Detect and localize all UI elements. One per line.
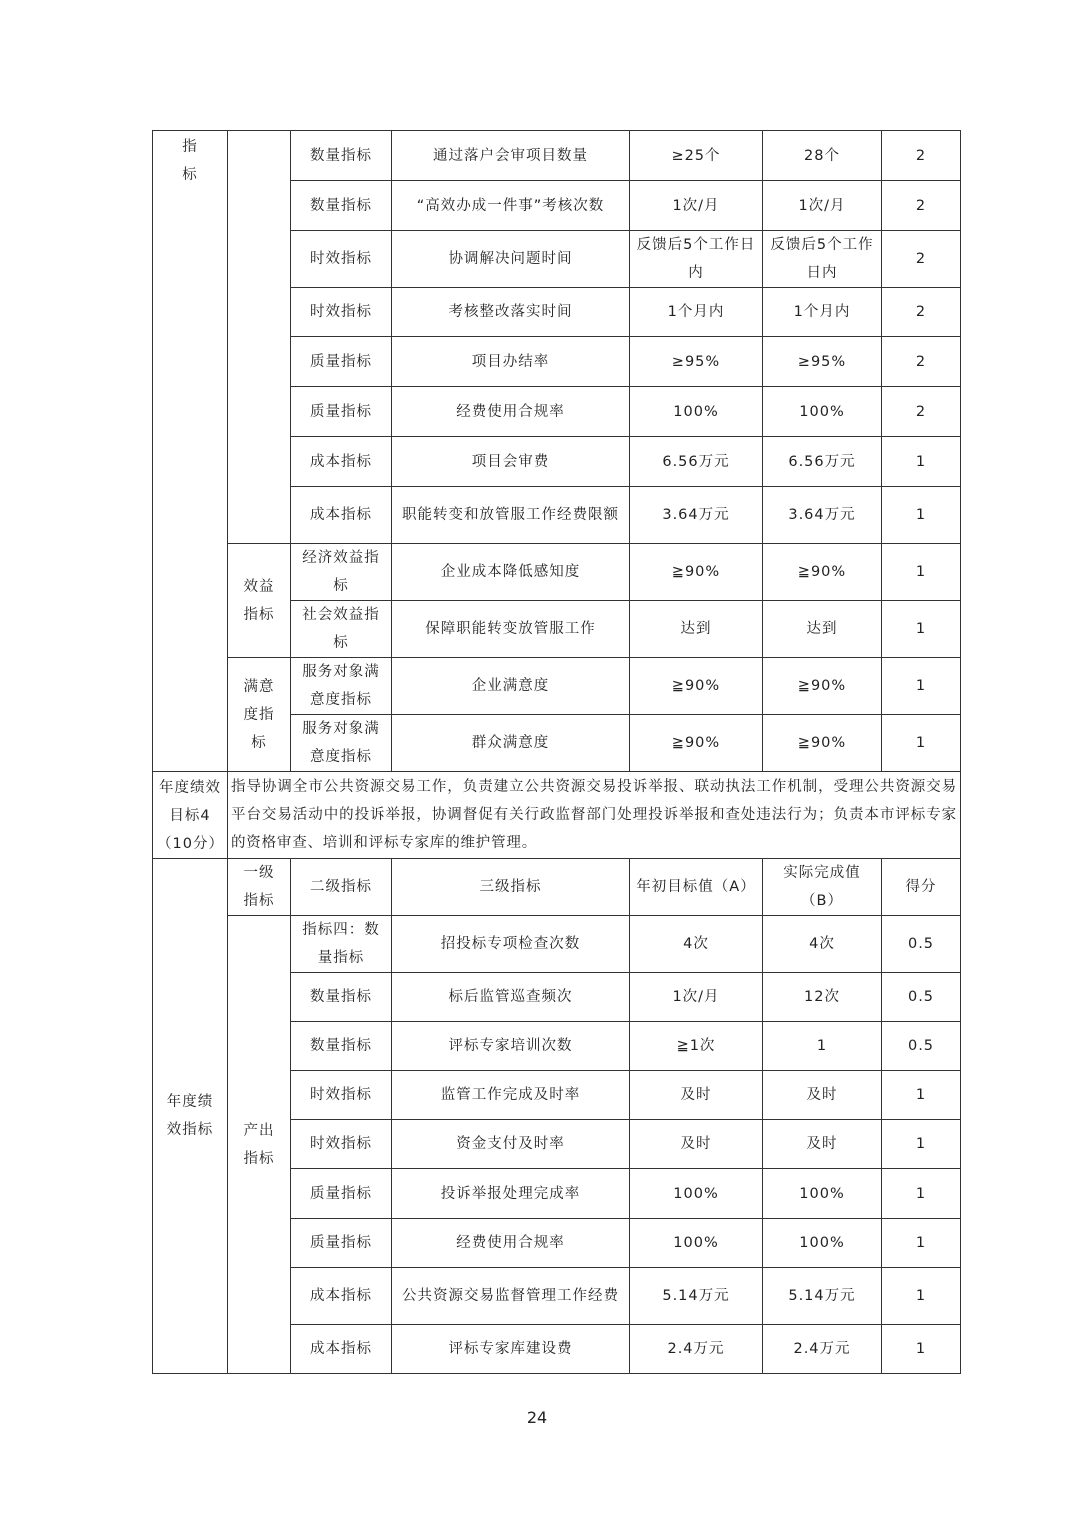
score-cell: 2 (882, 337, 961, 387)
target-cell: 6.56万元 (630, 437, 763, 487)
target-cell: 及时 (630, 1071, 763, 1120)
satisfaction-label: 满意 度指 标 (228, 658, 291, 772)
level3-cell: 评标专家培训次数 (392, 1022, 630, 1071)
target-cell: ≧90% (630, 715, 763, 772)
score-cell: 1 (882, 1268, 961, 1325)
score-cell: 1 (882, 1169, 961, 1219)
goal4-label: 年度绩效目标4 （10分） (153, 772, 228, 859)
level2-cell: 成本指标 (291, 437, 392, 487)
header-level1: 一级 指标 (228, 859, 291, 916)
level3-cell: 职能转变和放管服工作经费限额 (392, 487, 630, 544)
level2-cell: 成本指标 (291, 1325, 392, 1374)
score-cell: 0.5 (882, 916, 961, 973)
score-cell: 1 (882, 658, 961, 715)
level2-cell: 质量指标 (291, 387, 392, 437)
actual-cell: ≧90% (763, 544, 882, 601)
level2-cell: 指标四：数量指标 (291, 916, 392, 973)
level2-cell: 质量指标 (291, 1219, 392, 1268)
actual-cell: 6.56万元 (763, 437, 882, 487)
level3-cell: 评标专家库建设费 (392, 1325, 630, 1374)
score-cell: 1 (882, 437, 961, 487)
target-cell: 反馈后5个工作日内 (630, 231, 763, 288)
level2-cell: 时效指标 (291, 1071, 392, 1120)
score-cell: 1 (882, 1071, 961, 1120)
section1-left-label: 指 标 (153, 131, 228, 772)
actual-cell: 及时 (763, 1120, 882, 1169)
score-cell: 1 (882, 487, 961, 544)
level2-cell: 数量指标 (291, 181, 392, 231)
page-number: 24 (526, 1408, 548, 1427)
target-cell: ≥25个 (630, 131, 763, 181)
score-cell: 1 (882, 715, 961, 772)
target-cell: 2.4万元 (630, 1325, 763, 1374)
actual-cell: 100% (763, 1169, 882, 1219)
score-cell: 2 (882, 231, 961, 288)
level3-cell: 企业成本降低感知度 (392, 544, 630, 601)
level3-cell: 项目办结率 (392, 337, 630, 387)
level3-cell: 协调解决问题时间 (392, 231, 630, 288)
level3-cell: 企业满意度 (392, 658, 630, 715)
target-cell: 1次/月 (630, 973, 763, 1022)
section1-level1-blank (228, 131, 291, 544)
target-cell: 100% (630, 1219, 763, 1268)
level2-cell: 数量指标 (291, 131, 392, 181)
goal4-text: 指导协调全市公共资源交易工作，负责建立公共资源交易投诉举报、联动执法工作机制，受理公共资源交易平台交易活动中的投诉举报，协调督促有关行政监督部门处理投诉举报和查处违法行为；负责本市评标专家的资格审查、培训和评标专家库的维护管理。 (228, 772, 961, 859)
level2-cell: 时效指标 (291, 288, 392, 337)
level3-cell: 项目会审费 (392, 437, 630, 487)
level2-cell: 质量指标 (291, 1169, 392, 1219)
actual-cell: 12次 (763, 973, 882, 1022)
target-cell: ≧90% (630, 658, 763, 715)
level3-cell: 保障职能转变放管服工作 (392, 601, 630, 658)
header-score: 得分 (882, 859, 961, 916)
header-level3: 三级指标 (392, 859, 630, 916)
level3-cell: 资金支付及时率 (392, 1120, 630, 1169)
actual-cell: 1 (763, 1022, 882, 1071)
actual-cell: 3.64万元 (763, 487, 882, 544)
target-cell: 100% (630, 387, 763, 437)
target-cell: 5.14万元 (630, 1268, 763, 1325)
level2-cell: 质量指标 (291, 337, 392, 387)
level3-cell: “高效办成一件事”考核次数 (392, 181, 630, 231)
actual-cell: 1个月内 (763, 288, 882, 337)
actual-cell: 4次 (763, 916, 882, 973)
score-cell: 1 (882, 1325, 961, 1374)
actual-cell: 5.14万元 (763, 1268, 882, 1325)
level2-cell: 成本指标 (291, 1268, 392, 1325)
level2-cell: 成本指标 (291, 487, 392, 544)
level3-cell: 监管工作完成及时率 (392, 1071, 630, 1120)
level2-cell: 社会效益指标 (291, 601, 392, 658)
score-cell: 0.5 (882, 1022, 961, 1071)
actual-cell: ≧90% (763, 715, 882, 772)
target-cell: 达到 (630, 601, 763, 658)
level2-cell: 时效指标 (291, 231, 392, 288)
actual-cell: 100% (763, 387, 882, 437)
target-cell: ≧1次 (630, 1022, 763, 1071)
actual-cell: ≧90% (763, 658, 882, 715)
target-cell: 4次 (630, 916, 763, 973)
level3-cell: 考核整改落实时间 (392, 288, 630, 337)
actual-cell: 100% (763, 1219, 882, 1268)
score-cell: 2 (882, 181, 961, 231)
level3-cell: 经费使用合规率 (392, 1219, 630, 1268)
actual-cell: 1次/月 (763, 181, 882, 231)
header-level2: 二级指标 (291, 859, 392, 916)
actual-cell: ≥95% (763, 337, 882, 387)
actual-cell: 反馈后5个工作日内 (763, 231, 882, 288)
level3-cell: 经费使用合规率 (392, 387, 630, 437)
score-cell: 1 (882, 601, 961, 658)
score-cell: 0.5 (882, 973, 961, 1022)
actual-cell: 2.4万元 (763, 1325, 882, 1374)
target-cell: ≥95% (630, 337, 763, 387)
level2-cell: 服务对象满意度指标 (291, 658, 392, 715)
level3-cell: 通过落户会审项目数量 (392, 131, 630, 181)
header-target: 年初目标值（A） (630, 859, 763, 916)
actual-cell: 达到 (763, 601, 882, 658)
level3-cell: 招投标专项检查次数 (392, 916, 630, 973)
level3-cell: 标后监管巡查频次 (392, 973, 630, 1022)
actual-cell: 及时 (763, 1071, 882, 1120)
level2-cell: 数量指标 (291, 973, 392, 1022)
level3-cell: 群众满意度 (392, 715, 630, 772)
score-cell: 1 (882, 1219, 961, 1268)
level3-cell: 公共资源交易监督管理工作经费 (392, 1268, 630, 1325)
level2-cell: 经济效益指标 (291, 544, 392, 601)
level3-cell: 投诉举报处理完成率 (392, 1169, 630, 1219)
section2-left-label: 年度绩 效指标 (153, 859, 228, 1374)
score-cell: 2 (882, 131, 961, 181)
level2-cell: 服务对象满意度指标 (291, 715, 392, 772)
level2-cell: 时效指标 (291, 1120, 392, 1169)
score-cell: 2 (882, 387, 961, 437)
performance-table (152, 130, 961, 1374)
target-cell: 3.64万元 (630, 487, 763, 544)
target-cell: 及时 (630, 1120, 763, 1169)
level2-cell: 数量指标 (291, 1022, 392, 1071)
target-cell: 1次/月 (630, 181, 763, 231)
target-cell: ≧90% (630, 544, 763, 601)
header-actual: 实际完成值 （B） (763, 859, 882, 916)
target-cell: 100% (630, 1169, 763, 1219)
score-cell: 1 (882, 1120, 961, 1169)
score-cell: 1 (882, 544, 961, 601)
score-cell: 2 (882, 288, 961, 337)
target-cell: 1个月内 (630, 288, 763, 337)
benefit-label: 效益 指标 (228, 544, 291, 658)
output-label: 产出 指标 (228, 916, 291, 1374)
actual-cell: 28个 (763, 131, 882, 181)
